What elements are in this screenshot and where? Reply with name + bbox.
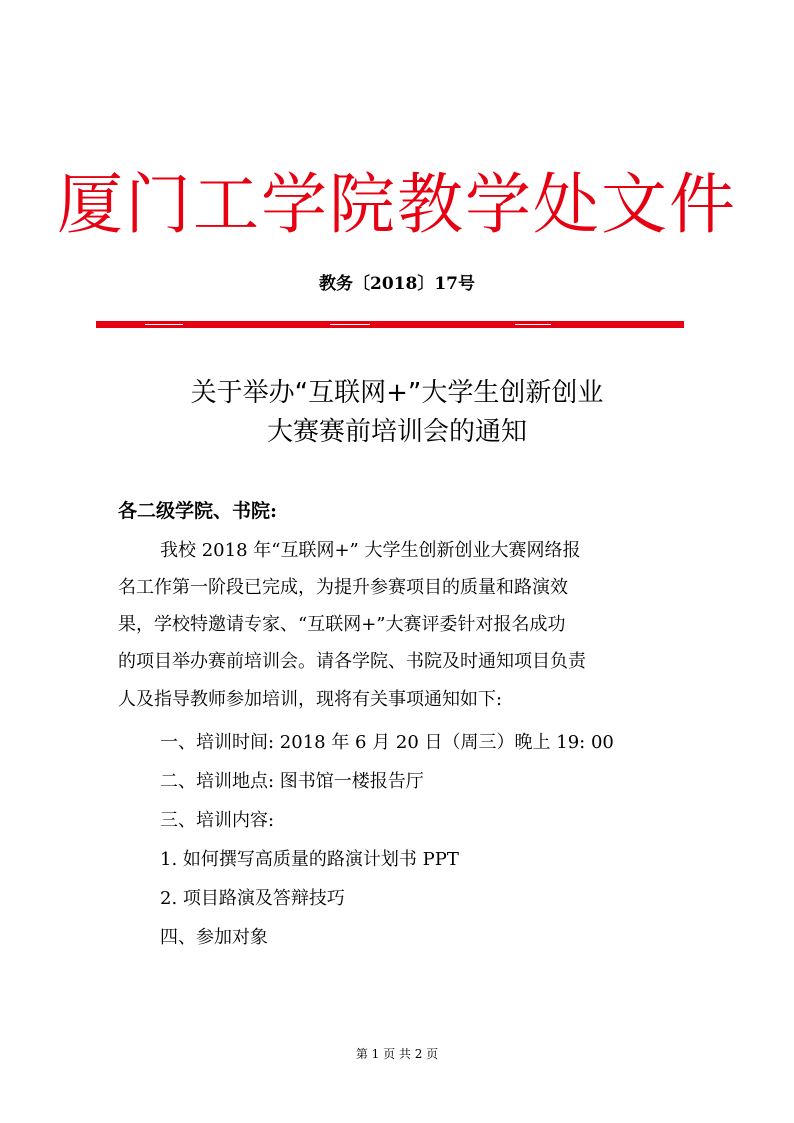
paragraph-line: 的项目举办赛前培训会。请各学院、书院及时通知项目负责 — [118, 651, 586, 672]
list-item-content-2: 2. 项目路演及答辩技巧 — [160, 888, 345, 909]
divider-gap — [515, 324, 551, 325]
paragraph-line: 我校 2018 年“互联网+” 大学生创新创业大赛网络报 — [160, 540, 581, 561]
list-item-content-1: 1. 如何撰写高质量的路演计划书 PPT — [160, 849, 459, 870]
red-divider-line — [96, 321, 684, 328]
notice-title-line-2: 大赛赛前培训会的通知 — [266, 417, 527, 447]
list-item-training-location: 二、培训地点: 图书馆一楼报告厅 — [160, 771, 424, 792]
paragraph-line: 名工作第一阶段已完成，为提升参赛项目的质量和路演效 — [118, 577, 568, 598]
page-footer: 第 1 页 共 2 页 — [355, 1047, 439, 1061]
document-number: 教务〔2018〕17号 — [319, 274, 475, 294]
paragraph-line: 果，学校特邀请专家、“互联网+”大赛评委针对报名成功 — [118, 614, 566, 635]
document-header-title: 厦门工学院教学处文件 — [57, 166, 737, 243]
list-item-training-content: 三、培训内容: — [160, 810, 275, 831]
divider-gap — [330, 324, 370, 325]
salutation: 各二级学院、书院: — [118, 500, 278, 522]
list-item-participants: 四、参加对象 — [160, 927, 268, 948]
notice-title-line-1: 关于举办“互联网+”大学生创新创业 — [190, 378, 604, 408]
list-item-training-time: 一、培训时间: 2018 年 6 月 20 日（周三）晚上 19: 00 — [160, 732, 614, 753]
divider-gap — [145, 324, 183, 325]
paragraph-line: 人及指导教师参加培训，现将有关事项通知如下: — [118, 689, 503, 710]
